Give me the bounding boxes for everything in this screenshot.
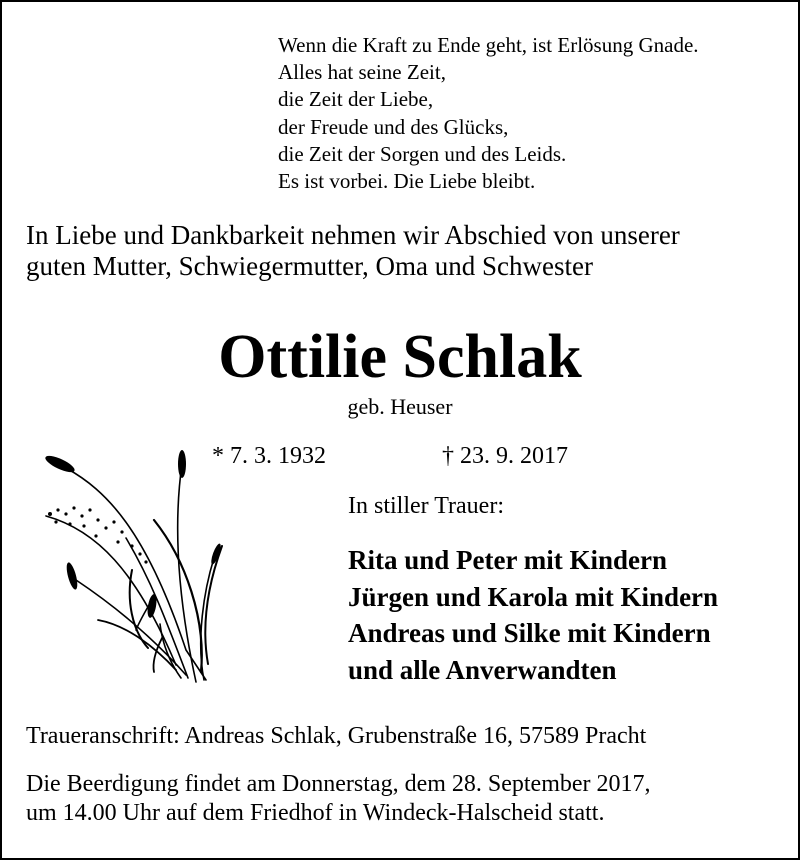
funeral-info xyxy=(26,770,651,828)
intro-line: In Liebe und Dankbarkeit nehmen wir Abschied von unserer xyxy=(26,220,680,250)
birth-date: * 7. 3. 1932 xyxy=(212,443,326,469)
mourning-address: Traueranschrift: Andreas Schlak, Grubenstraße 16, 57589 Pracht xyxy=(26,723,647,749)
mourners-list xyxy=(348,542,718,688)
poem-line: der Freude und des Glücks, xyxy=(278,114,509,139)
list-item: Rita und Peter mit Kindern xyxy=(348,545,667,575)
maiden-name: geb. Heuser xyxy=(347,394,453,419)
deceased-name: Ottilie Schlak xyxy=(218,323,582,391)
funeral-line: um 14.00 Uhr auf dem Friedhof in Windeck-Halscheid statt. xyxy=(26,800,605,826)
death-date: † 23. 9. 2017 xyxy=(442,443,568,469)
poem-line: die Zeit der Sorgen und des Leids. xyxy=(278,141,567,166)
poem-line: Wenn die Kraft zu Ende geht, ist Erlösung Gnade. xyxy=(278,33,699,57)
intro-line: guten Mutter, Schwiegermutter, Oma und Schwester xyxy=(26,251,593,281)
list-item: Jürgen und Karola mit Kindern xyxy=(348,581,719,612)
poem-line: Es ist vorbei. Die Liebe bleibt. xyxy=(278,169,536,194)
list-item: und alle Anverwandten xyxy=(348,654,617,685)
intro-text xyxy=(26,220,680,282)
poem xyxy=(278,32,699,195)
poem-line: die Zeit der Liebe, xyxy=(278,87,434,112)
mourning-heading: In stiller Trauer: xyxy=(348,493,504,519)
funeral-line: Die Beerdigung findet am Donnerstag, dem 28. September 2017, xyxy=(26,771,651,797)
list-item: Andreas und Silke mit Kindern xyxy=(348,618,711,648)
poem-line: Alles hat seine Zeit, xyxy=(278,60,446,85)
wheat-icon xyxy=(36,450,226,686)
